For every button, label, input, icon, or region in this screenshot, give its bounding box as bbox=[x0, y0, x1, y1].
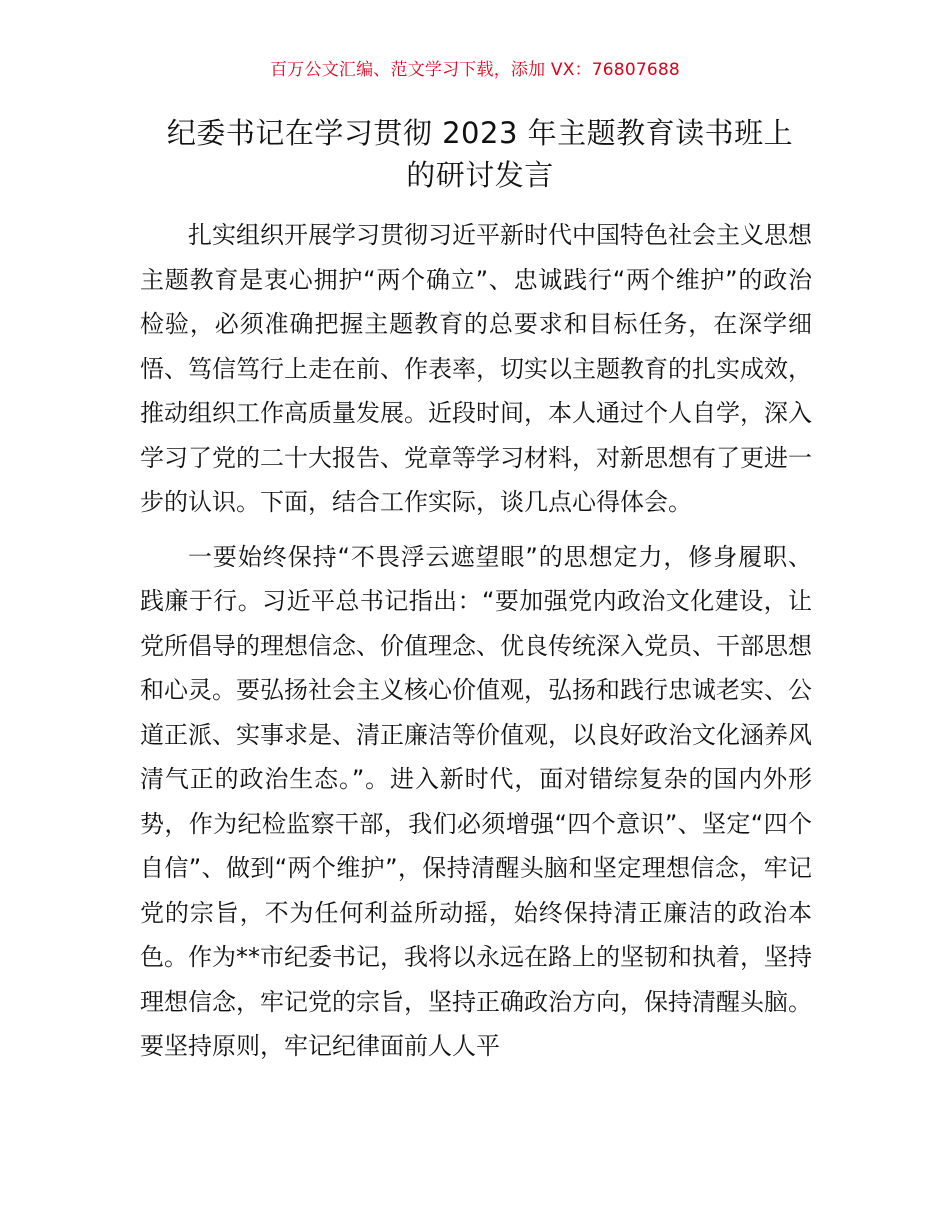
document-title-line-2: 的研讨发言 bbox=[406, 158, 554, 192]
paragraph-intro: 扎实组织开展学习贯彻习近平新时代中国特色社会主义思想主题教育是衷心拥护“两个确立”、忠诚践行“两个维护”的政治检验，必须准确把握主题教育的总要求和目标任务，在深学细悟、笃信笃行上走在前、作表率，切实以主题教育的扎实成效，推动组织工作高质量发展。近段时间，本人通过个人自学，深入学习了党的二十大报告、党章等学习材料，对新思想有了更进一步的认识。下面，结合工作实际，谈几点心得体会。 bbox=[140, 221, 812, 516]
header-banner: 百万公文汇编、范文学习下载，添加 VX：76807688 bbox=[270, 60, 680, 80]
document-body bbox=[140, 213, 812, 1079]
paragraph-point-one: 一要始终保持“不畏浮云遮望眼”的思想定力，修身履职、践廉于行。习近平总书记指出：“要加强党内政治文化建设，让党所倡导的理想信念、价值理念、优良传统深入党员、干部思想和心灵。要弘扬社会主义核心价值观，弘扬和践行忠诚老实、公道正派、实事求是、清正廉洁等价值观，以良好政治文化涵养风清气正的政治生态。”。进入新时代，面对错综复杂的国内外形势，作为纪检监察干部，我们必须增强“四个意识”、坚定“四个自信”、做到“两个维护”，保持清醒头脑和坚定理想信念，牢记党的宗旨，不为任何利益所动摇，始终保持清正廉洁的政治本色。作为**市纪委书记，我将以永远在路上的坚韧和执着，坚持理想信念，牢记党的宗旨，坚持正确政治方向，保持清醒头脑。要坚持原则，牢记纪律面前人人平 bbox=[140, 542, 812, 1060]
document-title bbox=[140, 112, 820, 196]
document-title-line-1: 纪委书记在学习贯彻 2023 年主题教育读书班上 bbox=[166, 116, 794, 150]
